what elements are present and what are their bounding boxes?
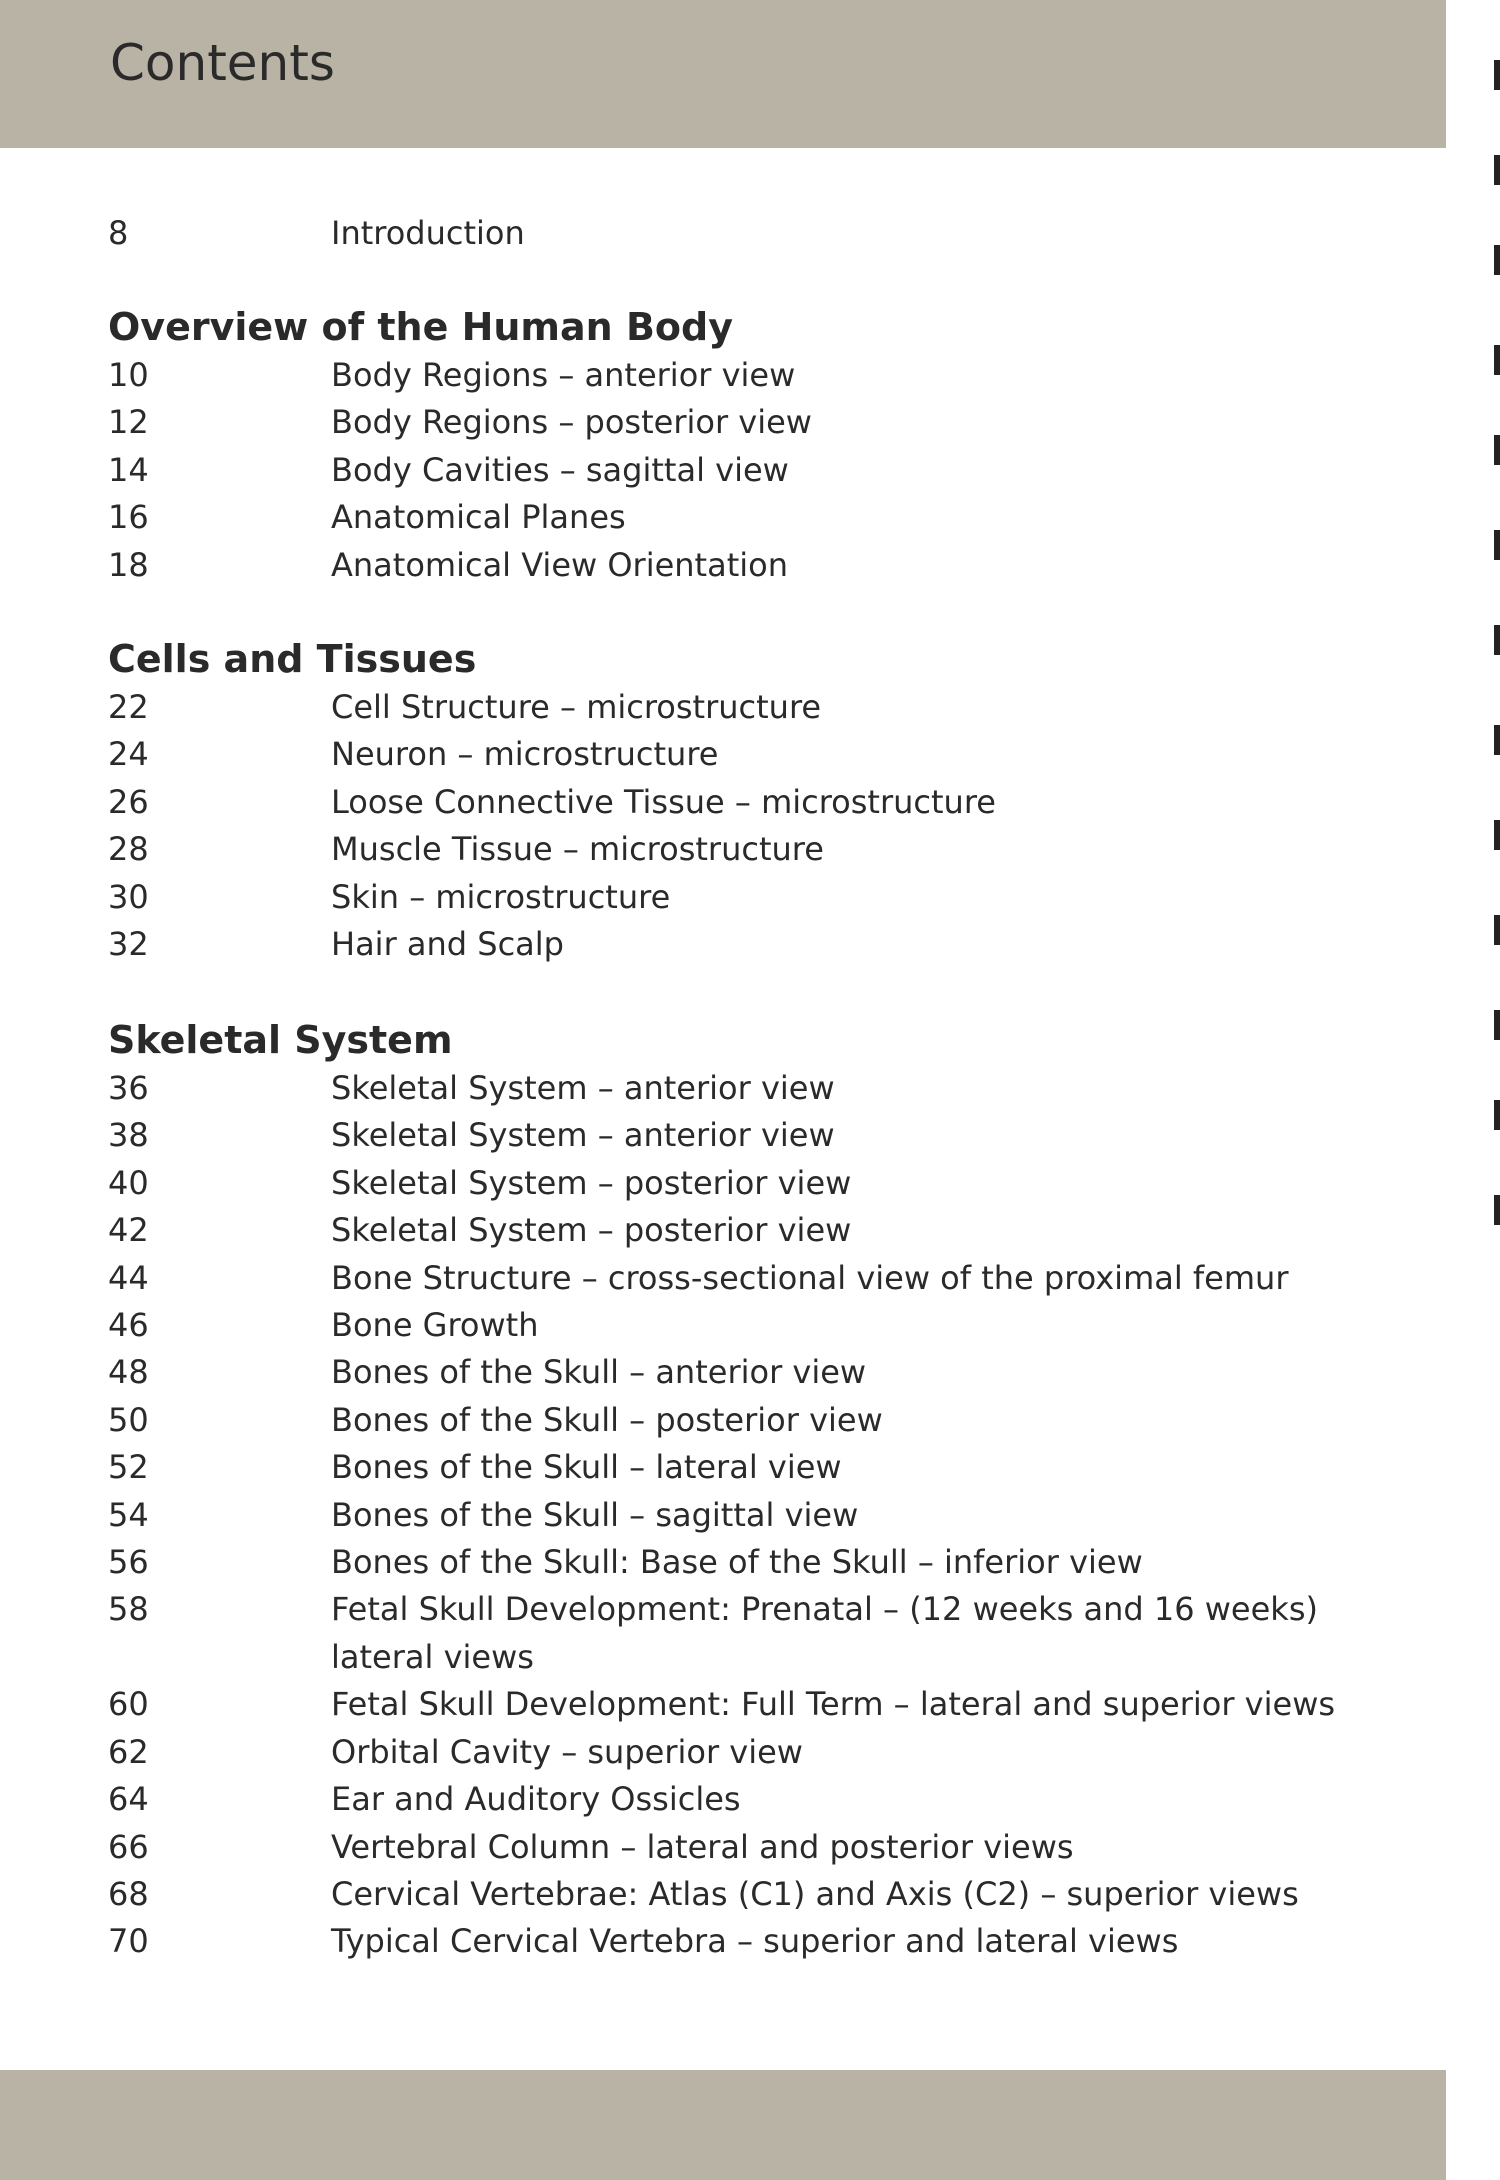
page-number: 56 (108, 1543, 149, 1582)
entry-title: Loose Connective Tissue – microstructure (331, 782, 996, 821)
edge-mark (1494, 155, 1500, 185)
toc-row[interactable] (108, 542, 1428, 589)
page-title: Contents (110, 34, 335, 92)
page-number: 22 (108, 688, 149, 726)
edge-mark (1494, 625, 1500, 655)
page-number: 18 (108, 545, 149, 584)
entry-title: Anatomical Planes (331, 498, 626, 537)
edge-mark (1494, 1195, 1500, 1225)
edge-mark (1494, 345, 1500, 375)
edge-mark (1494, 725, 1500, 755)
entry-title: Cell Structure – microstructure (331, 688, 822, 726)
footer-band (0, 2070, 1446, 2180)
toc-row[interactable] (108, 779, 1428, 826)
toc-row[interactable] (108, 494, 1428, 541)
page-number: 64 (108, 1780, 149, 1819)
entry-title: Anatomical View Orientation (331, 545, 788, 584)
page-number: 38 (108, 1116, 149, 1155)
page-number: 28 (108, 830, 149, 869)
toc-row[interactable] (108, 1065, 1428, 1112)
section-skeletal-system (108, 1015, 1428, 1966)
toc-row[interactable] (108, 447, 1428, 494)
page-number: 32 (108, 925, 149, 964)
toc-row[interactable] (108, 1207, 1428, 1254)
entry-title: Typical Cervical Vertebra – superior and lateral views (331, 1922, 1179, 1961)
toc-row[interactable] (108, 1349, 1428, 1396)
toc-row[interactable] (108, 1444, 1428, 1491)
page-number: 66 (108, 1827, 149, 1866)
entry-title: Neuron – microstructure (331, 735, 719, 774)
page-number: 42 (108, 1211, 149, 1250)
page-number: 16 (108, 498, 149, 537)
toc-row[interactable] (108, 874, 1428, 921)
section-heading: Overview of the Human Body (108, 305, 733, 349)
entry-title: Bone Structure – cross-sectional view of the proximal femur (331, 1258, 1289, 1297)
entry-title: Bone Growth (331, 1306, 539, 1345)
entry-title: Body Cavities – sagittal view (331, 450, 789, 489)
toc-row[interactable] (108, 1918, 1428, 1965)
page-number: 30 (108, 877, 149, 916)
entry-title: Body Regions – posterior view (331, 403, 812, 442)
toc-row[interactable] (108, 731, 1428, 778)
entry-title: Bones of the Skull – sagittal view (331, 1495, 859, 1534)
entry-title: Vertebral Column – lateral and posterior views (331, 1827, 1074, 1866)
toc-row[interactable] (108, 684, 1428, 731)
toc-row[interactable] (108, 352, 1428, 399)
edge-mark (1494, 530, 1500, 560)
page-number: 24 (108, 735, 149, 774)
section-heading: Skeletal System (108, 1018, 453, 1062)
toc-row[interactable] (108, 826, 1428, 873)
page-number: 60 (108, 1685, 149, 1724)
toc-row[interactable] (108, 1776, 1428, 1823)
page-number: 8 (108, 214, 129, 252)
edge-mark (1494, 820, 1500, 850)
page-number: 10 (108, 356, 149, 394)
page-number: 54 (108, 1495, 149, 1534)
page-number: 26 (108, 782, 149, 821)
page-number: 12 (108, 403, 149, 442)
edge-mark (1494, 245, 1500, 275)
edge-mark (1494, 60, 1500, 90)
section-overview (108, 302, 1428, 589)
entry-title: Bones of the Skull – anterior view (331, 1353, 867, 1392)
entry-title: Fetal Skull Development: Prenatal – (12 weeks and 16 weeks) lateral views (331, 1590, 1318, 1676)
entry-title: Skeletal System – anterior view (331, 1116, 835, 1155)
entry-title: Orbital Cavity – superior view (331, 1732, 803, 1771)
intro-entry (108, 210, 1428, 257)
entry-title: Muscle Tissue – microstructure (331, 830, 824, 869)
entry-title: Body Regions – anterior view (331, 356, 796, 394)
toc-row[interactable] (108, 1586, 1428, 1681)
entry-title: Skin – microstructure (331, 877, 671, 916)
toc-row[interactable] (108, 399, 1428, 446)
page-number: 46 (108, 1306, 149, 1345)
toc-row[interactable] (108, 1302, 1428, 1349)
toc-row[interactable] (108, 1112, 1428, 1159)
edge-mark (1494, 1010, 1500, 1040)
toc-row[interactable] (108, 1539, 1428, 1586)
entry-title: Cervical Vertebrae: Atlas (C1) and Axis (C2) – superior views (331, 1874, 1299, 1913)
page-number: 58 (108, 1590, 149, 1629)
entry-title: Fetal Skull Development: Full Term – lateral and superior views (331, 1685, 1336, 1724)
toc-row[interactable] (108, 1729, 1428, 1776)
toc-row[interactable] (108, 1160, 1428, 1207)
page-number: 48 (108, 1353, 149, 1392)
entry-title: Skeletal System – posterior view (331, 1211, 852, 1250)
edge-mark (1494, 435, 1500, 465)
page-number: 52 (108, 1448, 149, 1487)
entry-title: Ear and Auditory Ossicles (331, 1780, 741, 1819)
toc-row[interactable] (108, 1397, 1428, 1444)
entry-title: Bones of the Skull – posterior view (331, 1400, 883, 1439)
page-number: 70 (108, 1922, 149, 1961)
entry-title: Skeletal System – posterior view (331, 1163, 852, 1202)
toc-row[interactable] (108, 1255, 1428, 1302)
section-cells-tissues (108, 634, 1428, 968)
entry-title: Skeletal System – anterior view (331, 1069, 835, 1107)
toc-row[interactable] (108, 210, 1428, 257)
toc-row[interactable] (108, 1871, 1428, 1918)
entry-title: Bones of the Skull: Base of the Skull – inferior view (331, 1543, 1143, 1582)
page-number: 40 (108, 1163, 149, 1202)
toc-row[interactable] (108, 1492, 1428, 1539)
toc-row[interactable] (108, 1824, 1428, 1871)
section-heading: Cells and Tissues (108, 637, 477, 681)
entry-title: Introduction (331, 214, 525, 252)
page-number: 14 (108, 450, 149, 489)
entry-title: Hair and Scalp (331, 925, 564, 964)
entry-title: Bones of the Skull – lateral view (331, 1448, 842, 1487)
edge-mark (1494, 915, 1500, 945)
toc-row[interactable] (108, 921, 1428, 968)
page-number: 36 (108, 1069, 149, 1107)
page-number: 44 (108, 1258, 149, 1297)
page-number: 62 (108, 1732, 149, 1771)
edge-mark (1494, 1100, 1500, 1130)
page-number: 68 (108, 1874, 149, 1913)
page-number: 50 (108, 1400, 149, 1439)
toc-row[interactable] (108, 1681, 1428, 1728)
